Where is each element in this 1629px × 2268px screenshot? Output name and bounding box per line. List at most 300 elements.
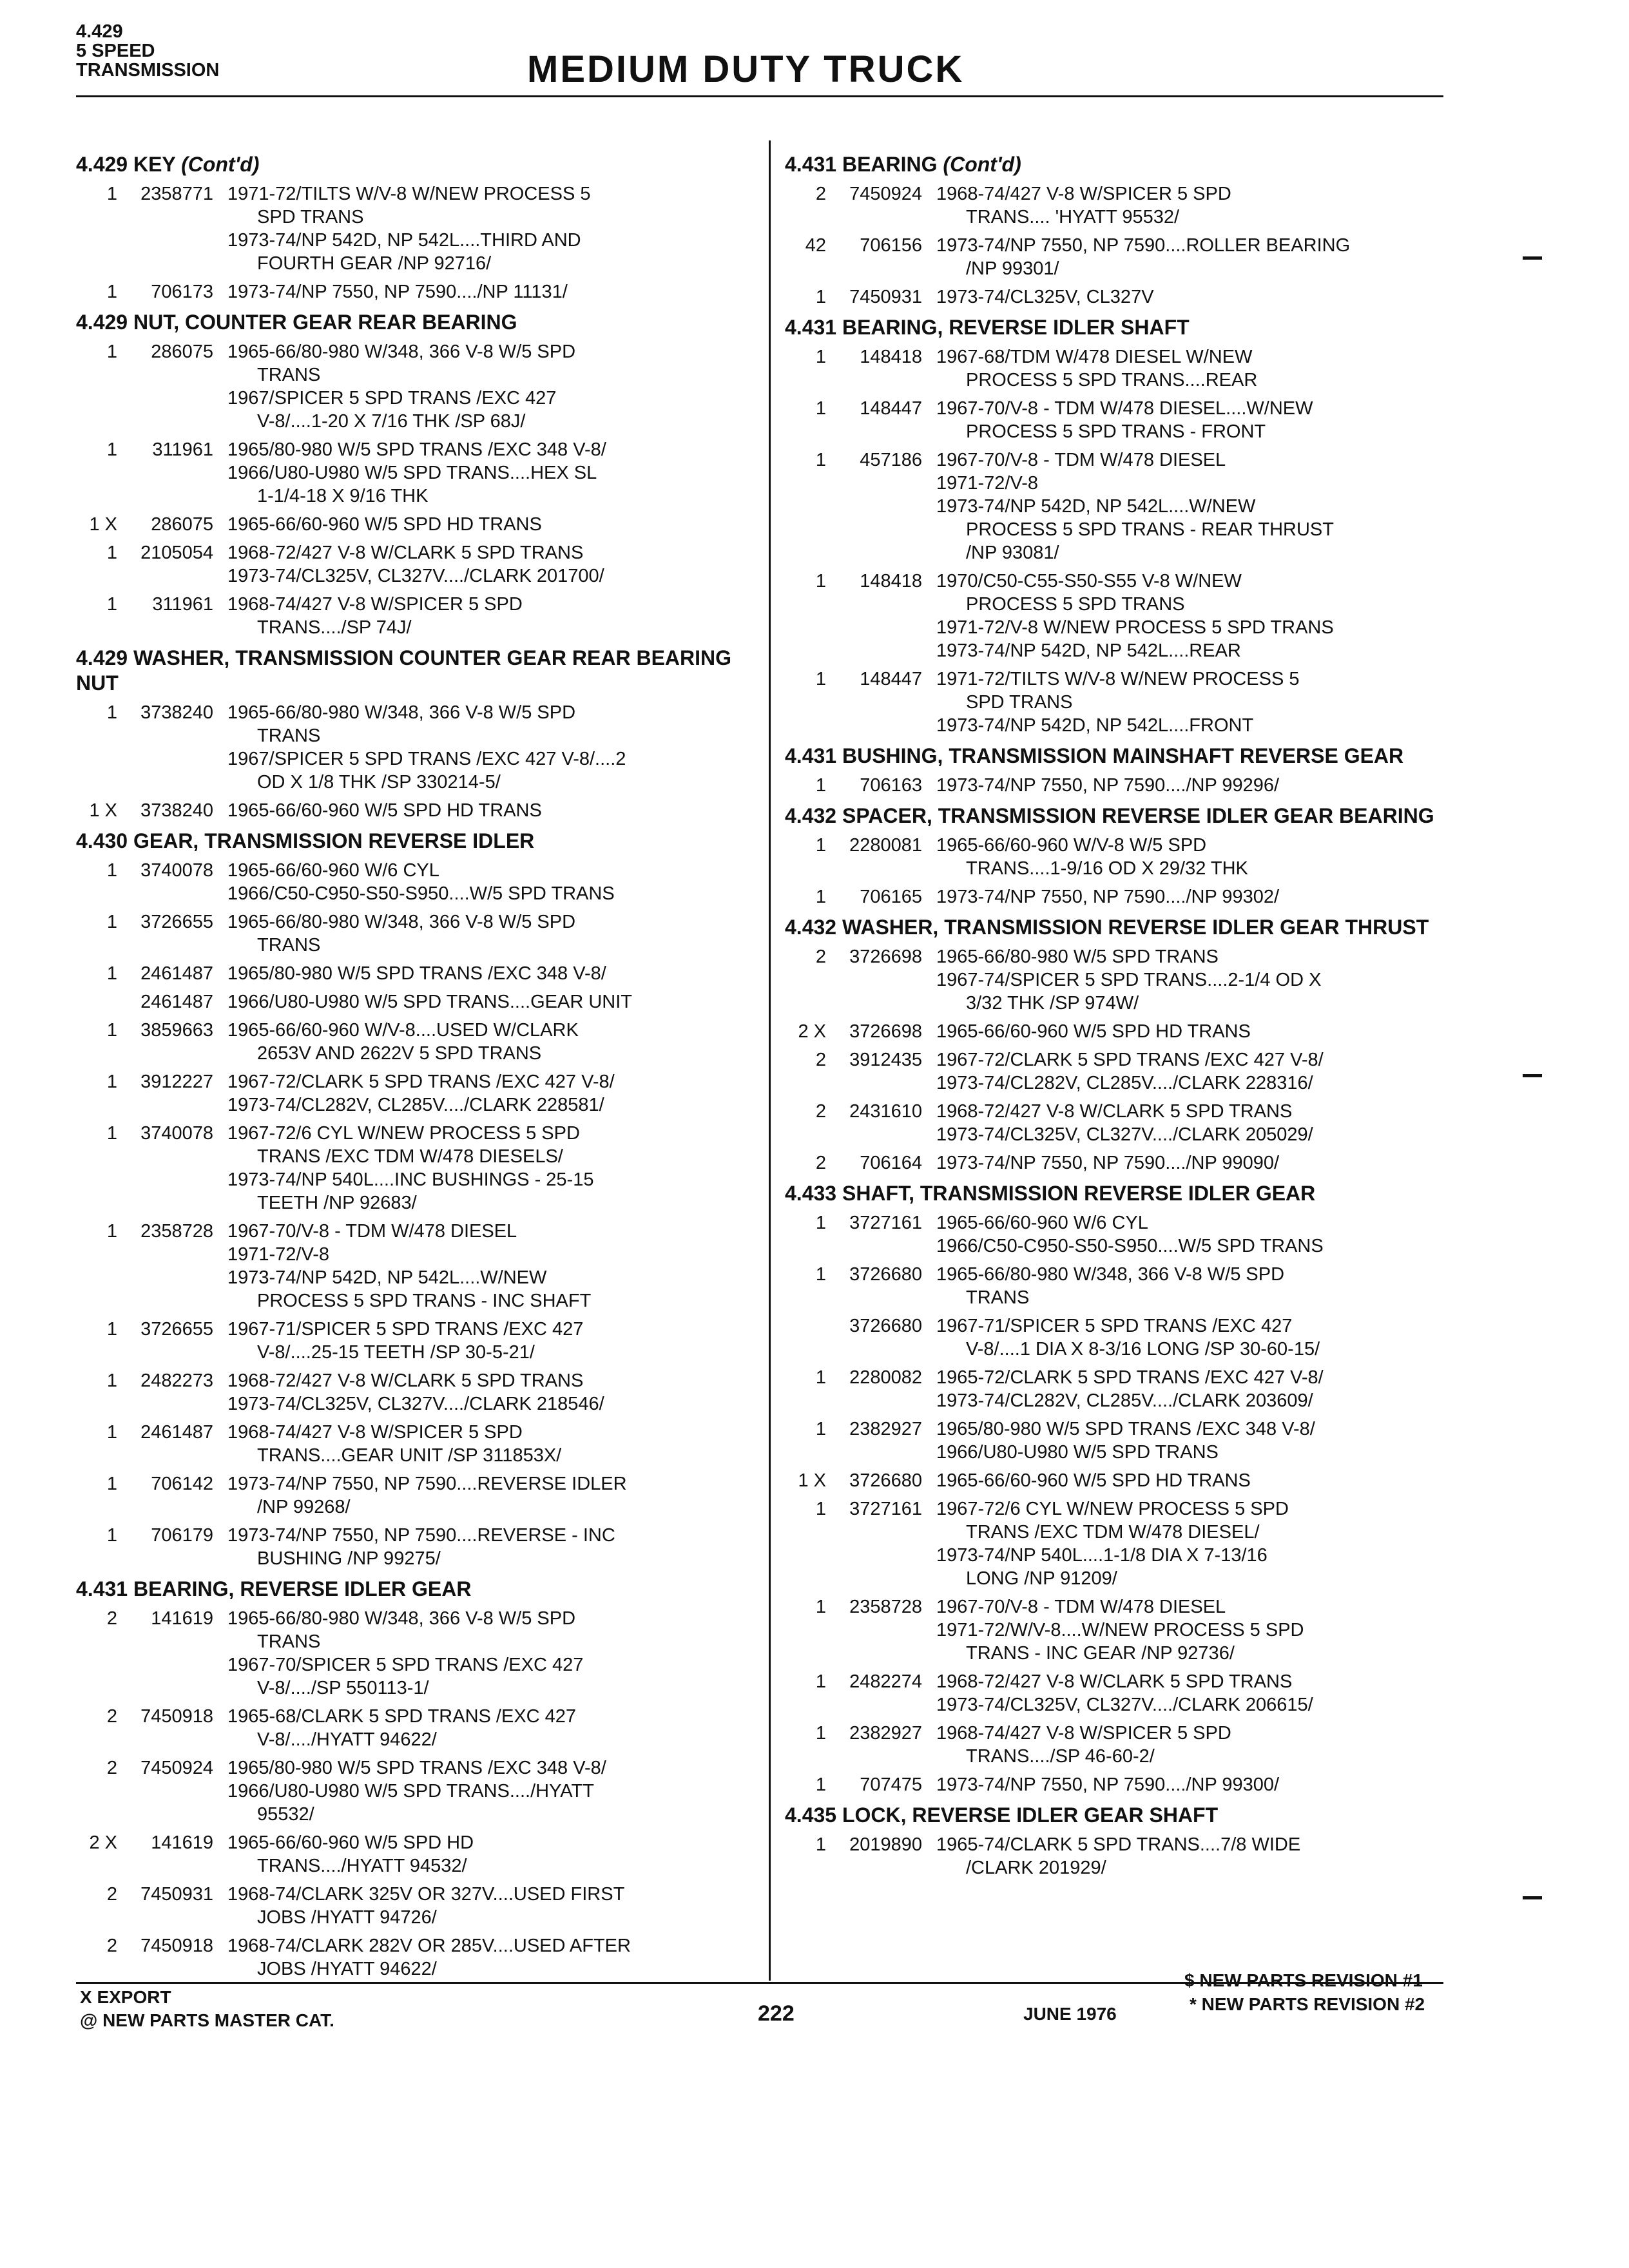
section-heading bbox=[76, 310, 759, 335]
part-entry bbox=[76, 438, 759, 508]
application-line: LONG /NP 91209/ bbox=[966, 1568, 1117, 1589]
part-entry bbox=[76, 182, 759, 275]
catalog-section bbox=[785, 1181, 1455, 1796]
application-line: 1967-68/TDM W/478 DIESEL W/NEW bbox=[936, 347, 1253, 367]
part-quantity: 1 bbox=[815, 398, 826, 419]
part-entry bbox=[76, 1318, 759, 1364]
header-subtitle-line: TRANSMISSION bbox=[76, 60, 220, 81]
part-number: 706179 bbox=[151, 1525, 213, 1546]
part-number: 3727161 bbox=[849, 1499, 922, 1519]
part-entry bbox=[76, 1883, 759, 1929]
application-line: 1973-74/NP 7550, NP 7590....ROLLER BEARING bbox=[936, 235, 1351, 256]
part-entry bbox=[785, 1100, 1455, 1146]
part-application bbox=[936, 1418, 1455, 1464]
part-application bbox=[936, 885, 1455, 908]
part-quantity: 2 bbox=[815, 184, 826, 204]
part-number: 7450924 bbox=[140, 1758, 213, 1778]
application-line: 1967/SPICER 5 SPD TRANS /EXC 427 V-8/....2 bbox=[227, 749, 626, 769]
part-quantity: 1 bbox=[815, 1774, 826, 1795]
section-heading-text: 4.430 GEAR, TRANSMISSION REVERSE IDLER bbox=[76, 829, 535, 852]
part-entry bbox=[76, 1421, 759, 1467]
application-line: V-8/..../SP 550113-1/ bbox=[257, 1678, 429, 1698]
part-quantity: 1 bbox=[106, 1319, 117, 1340]
application-line: 1965-74/CLARK 5 SPD TRANS....7/8 WIDE bbox=[936, 1834, 1301, 1855]
part-application bbox=[227, 990, 759, 1014]
part-application bbox=[227, 1318, 759, 1364]
section-heading bbox=[785, 1803, 1455, 1828]
application-line: 1966/C50-C950-S50-S950....W/5 SPD TRANS bbox=[936, 1236, 1324, 1256]
application-line: 3/32 THK /SP 974W/ bbox=[966, 993, 1139, 1014]
footer-master-note: @ NEW PARTS MASTER CAT. bbox=[80, 2010, 334, 2030]
application-line: TRANS bbox=[257, 1631, 321, 1652]
part-application bbox=[227, 701, 759, 794]
catalog-section bbox=[785, 803, 1455, 908]
part-application bbox=[936, 397, 1455, 443]
part-quantity: 1 bbox=[815, 1671, 826, 1692]
section-heading-text: 4.431 BEARING bbox=[785, 153, 938, 176]
part-number: 457186 bbox=[860, 450, 922, 470]
part-number: 311961 bbox=[152, 594, 213, 615]
section-heading-text: 4.431 BUSHING, TRANSMISSION MAINSHAFT REVERSE GEAR bbox=[785, 744, 1404, 767]
application-line: 1965-68/CLARK 5 SPD TRANS /EXC 427 bbox=[227, 1706, 577, 1727]
application-line: SPD TRANS bbox=[966, 692, 1073, 713]
application-line: 1973-74/CL282V, CL285V..../CLARK 228581/ bbox=[227, 1095, 604, 1115]
part-number: 706142 bbox=[151, 1474, 213, 1494]
application-line: 1965-66/60-960 W/6 CYL bbox=[936, 1213, 1148, 1233]
part-quantity: 1 bbox=[815, 1419, 826, 1439]
part-number: 141619 bbox=[151, 1832, 213, 1853]
part-application bbox=[227, 1705, 759, 1751]
part-entry bbox=[76, 541, 759, 588]
part-entry bbox=[785, 1048, 1455, 1095]
part-entry bbox=[76, 1756, 759, 1826]
part-entry bbox=[76, 701, 759, 794]
application-line: /NP 99268/ bbox=[257, 1497, 351, 1517]
part-entry bbox=[785, 448, 1455, 564]
section-heading-text: 4.432 SPACER, TRANSMISSION REVERSE IDLER GEAR BEARING bbox=[785, 804, 1434, 827]
part-entry bbox=[785, 1833, 1455, 1879]
part-quantity: 1 bbox=[815, 1597, 826, 1617]
part-application bbox=[227, 1070, 759, 1117]
application-line: 1973-74/NP 542D, NP 542L....W/NEW bbox=[936, 496, 1256, 517]
part-number: 3740078 bbox=[140, 1123, 213, 1144]
part-application bbox=[936, 1100, 1455, 1146]
part-application bbox=[936, 1048, 1455, 1095]
application-line: 1-1/4-18 X 9/16 THK bbox=[257, 486, 429, 506]
application-line: 1965-66/80-980 W/348, 366 V-8 W/5 SPD bbox=[227, 702, 576, 723]
part-application bbox=[936, 945, 1455, 1015]
part-application bbox=[227, 1524, 759, 1570]
part-number: 706165 bbox=[860, 887, 922, 907]
part-entry bbox=[785, 345, 1455, 392]
part-application bbox=[936, 1366, 1455, 1412]
part-number: 148447 bbox=[860, 398, 922, 419]
part-entry bbox=[785, 1263, 1455, 1309]
application-line: TRANS bbox=[257, 365, 321, 385]
application-line: TRANS bbox=[257, 726, 321, 746]
application-line: 1973-74/CL325V, CL327V..../CLARK 205029/ bbox=[936, 1124, 1313, 1145]
part-number: 2461487 bbox=[140, 1422, 213, 1443]
section-heading-text: 4.431 BEARING, REVERSE IDLER GEAR bbox=[76, 1577, 472, 1600]
section-heading bbox=[785, 315, 1455, 340]
application-line: 1965/80-980 W/5 SPD TRANS /EXC 348 V-8/ bbox=[227, 963, 606, 984]
part-entry bbox=[76, 1070, 759, 1117]
application-line: 1965-66/60-960 W/V-8....USED W/CLARK bbox=[227, 1020, 579, 1041]
header-divider bbox=[76, 95, 1443, 97]
part-quantity: 1 bbox=[815, 887, 826, 907]
application-line: PROCESS 5 SPD TRANS - FRONT bbox=[966, 421, 1266, 442]
application-line: 1967-70/V-8 - TDM W/478 DIESEL bbox=[936, 1597, 1226, 1617]
part-quantity: 1 bbox=[106, 912, 117, 932]
part-application bbox=[227, 1220, 759, 1312]
part-number: 7450931 bbox=[140, 1884, 213, 1905]
part-entry bbox=[785, 234, 1455, 280]
application-line: 1967-72/6 CYL W/NEW PROCESS 5 SPD bbox=[936, 1499, 1289, 1519]
application-line: 1968-72/427 V-8 W/CLARK 5 SPD TRANS bbox=[227, 1370, 584, 1391]
application-line: 1973-74/NP 7550, NP 7590..../NP 99302/ bbox=[936, 887, 1280, 907]
part-quantity: 2 bbox=[815, 1101, 826, 1122]
application-line: 1971-72/V-8 bbox=[936, 473, 1039, 494]
application-line: 1967-70/V-8 - TDM W/478 DIESEL bbox=[936, 450, 1226, 470]
part-application bbox=[936, 1773, 1455, 1796]
part-quantity: 1 bbox=[106, 184, 117, 204]
part-number: 141619 bbox=[151, 1608, 213, 1629]
application-line: 1965-66/60-960 W/5 SPD HD bbox=[227, 1832, 474, 1853]
part-quantity: 1 bbox=[106, 439, 117, 460]
part-number: 3912227 bbox=[140, 1072, 213, 1092]
application-line: 1973-74/CL282V, CL285V..../CLARK 228316/ bbox=[936, 1073, 1313, 1093]
application-line: OD X 1/8 THK /SP 330214-5/ bbox=[257, 772, 501, 793]
catalog-section bbox=[76, 1577, 759, 1981]
part-quantity: 2 bbox=[815, 947, 826, 967]
part-number: 3738240 bbox=[140, 800, 213, 821]
part-quantity: 1 bbox=[815, 571, 826, 591]
part-number: 148418 bbox=[860, 571, 922, 591]
header-subtitle-line: 5 SPEED bbox=[76, 41, 155, 61]
part-entry bbox=[76, 280, 759, 303]
application-line: TRANS..../SP 74J/ bbox=[257, 617, 412, 638]
part-entry bbox=[785, 1020, 1455, 1043]
application-line: 1968-74/427 V-8 W/SPICER 5 SPD bbox=[227, 1422, 523, 1443]
catalog-section bbox=[76, 646, 759, 822]
part-quantity: 1 bbox=[106, 1020, 117, 1041]
section-heading-text: 4.431 BEARING, REVERSE IDLER SHAFT bbox=[785, 316, 1190, 339]
part-application bbox=[936, 1497, 1455, 1590]
part-application bbox=[227, 1421, 759, 1467]
part-number: 3726680 bbox=[849, 1470, 922, 1491]
application-line: 1971-72/TILTS W/V-8 W/NEW PROCESS 5 bbox=[936, 669, 1300, 689]
part-entry bbox=[76, 910, 759, 957]
part-application bbox=[936, 834, 1455, 880]
part-application bbox=[936, 1020, 1455, 1043]
part-entry bbox=[76, 1122, 759, 1215]
part-application bbox=[936, 345, 1455, 392]
part-application bbox=[227, 541, 759, 588]
application-line: 1967-74/SPICER 5 SPD TRANS....2-1/4 OD X bbox=[936, 970, 1322, 990]
application-line: /NP 93081/ bbox=[966, 543, 1059, 563]
part-entry bbox=[76, 962, 759, 985]
part-number: 2358728 bbox=[849, 1597, 922, 1617]
continued-label: (Cont'd) bbox=[181, 153, 260, 176]
part-quantity: 1 X bbox=[89, 514, 117, 535]
part-entry bbox=[785, 570, 1455, 662]
part-number: 707475 bbox=[860, 1774, 922, 1795]
application-line: 1968-74/427 V-8 W/SPICER 5 SPD bbox=[227, 594, 523, 615]
catalog-section bbox=[785, 915, 1455, 1175]
part-quantity: 1 bbox=[106, 282, 117, 302]
part-quantity: 1 bbox=[815, 1723, 826, 1744]
application-line: 1967-72/CLARK 5 SPD TRANS /EXC 427 V-8/ bbox=[936, 1050, 1324, 1070]
part-entry bbox=[76, 1831, 759, 1878]
application-line: 1965-66/80-980 W/5 SPD TRANS bbox=[936, 947, 1219, 967]
part-application bbox=[936, 1670, 1455, 1716]
part-application bbox=[227, 340, 759, 433]
application-line: 1965-66/80-980 W/348, 366 V-8 W/5 SPD bbox=[227, 912, 576, 932]
application-line: 1967-71/SPICER 5 SPD TRANS /EXC 427 bbox=[936, 1316, 1293, 1336]
part-number: 2358728 bbox=[140, 1221, 213, 1242]
application-line: JOBS /HYATT 94726/ bbox=[257, 1907, 437, 1928]
part-number: 3726680 bbox=[849, 1264, 922, 1285]
part-number: 3726680 bbox=[849, 1316, 922, 1336]
part-entry bbox=[76, 990, 759, 1014]
part-entry bbox=[76, 799, 759, 822]
part-quantity: 1 bbox=[106, 1072, 117, 1092]
part-number: 311961 bbox=[152, 439, 213, 460]
application-line: 1973-74/CL325V, CL327V..../CLARK 218546/ bbox=[227, 1394, 604, 1414]
part-entry bbox=[76, 1019, 759, 1065]
part-quantity: 2 X bbox=[798, 1021, 826, 1042]
application-line: 1968-72/427 V-8 W/CLARK 5 SPD TRANS bbox=[936, 1101, 1293, 1122]
application-line: 1965-66/80-980 W/348, 366 V-8 W/5 SPD bbox=[936, 1264, 1285, 1285]
section-heading bbox=[785, 915, 1455, 940]
continued-label: (Cont'd) bbox=[943, 153, 1021, 176]
part-entry bbox=[76, 1369, 759, 1416]
application-line: 1965-66/80-980 W/348, 366 V-8 W/5 SPD bbox=[227, 1608, 576, 1629]
application-line: /CLARK 201929/ bbox=[966, 1858, 1106, 1878]
part-entry bbox=[76, 593, 759, 639]
part-number: 7450924 bbox=[849, 184, 922, 204]
application-line: 1973-74/NP 7550, NP 7590..../NP 99296/ bbox=[936, 775, 1280, 796]
part-quantity: 2 bbox=[106, 1758, 117, 1778]
column-divider bbox=[769, 140, 771, 1981]
part-number: 286075 bbox=[151, 514, 213, 535]
part-number: 3912435 bbox=[849, 1050, 922, 1070]
part-application bbox=[227, 1019, 759, 1065]
part-entry bbox=[76, 340, 759, 433]
part-quantity: 1 bbox=[106, 1370, 117, 1391]
part-application bbox=[936, 182, 1455, 229]
part-application bbox=[227, 593, 759, 639]
part-number: 148447 bbox=[860, 669, 922, 689]
part-entry bbox=[76, 1472, 759, 1519]
application-line: /NP 99301/ bbox=[966, 258, 1059, 279]
right-column bbox=[785, 146, 1455, 1879]
part-entry bbox=[785, 182, 1455, 229]
application-line: 1965-66/60-960 W/5 SPD HD TRANS bbox=[936, 1470, 1251, 1491]
part-number: 706156 bbox=[860, 235, 922, 256]
application-line: JOBS /HYATT 94622/ bbox=[257, 1959, 437, 1979]
application-line: 1966/U80-U980 W/5 SPD TRANS bbox=[936, 1442, 1219, 1463]
part-quantity bbox=[76, 990, 121, 1014]
section-heading bbox=[76, 152, 759, 177]
part-entry bbox=[76, 1934, 759, 1981]
application-line: PROCESS 5 SPD TRANS - INC SHAFT bbox=[257, 1291, 592, 1311]
part-entry bbox=[76, 513, 759, 536]
section-heading bbox=[785, 803, 1455, 829]
part-number: 2280082 bbox=[849, 1367, 922, 1388]
application-line: 1973-74/NP 7550, NP 7590..../NP 99090/ bbox=[936, 1153, 1280, 1173]
part-entry bbox=[785, 1151, 1455, 1175]
header-section-number: 4.429 bbox=[76, 21, 123, 42]
part-quantity: 1 X bbox=[89, 800, 117, 821]
part-number: 7450931 bbox=[849, 287, 922, 307]
part-application bbox=[227, 280, 759, 303]
part-quantity: 42 bbox=[805, 235, 826, 256]
part-number: 706164 bbox=[860, 1153, 922, 1173]
part-number: 706163 bbox=[860, 775, 922, 796]
application-line: SPD TRANS bbox=[257, 207, 364, 227]
application-line: 1973-74/NP 540L....1-1/8 DIA X 7-13/16 bbox=[936, 1545, 1268, 1566]
application-line: 1971-72/V-8 bbox=[227, 1244, 330, 1265]
part-application bbox=[227, 1934, 759, 1981]
application-line: 1973-74/CL325V, CL327V..../CLARK 206615/ bbox=[936, 1695, 1313, 1715]
part-entry bbox=[785, 668, 1455, 737]
application-line: 1967-70/V-8 - TDM W/478 DIESEL....W/NEW bbox=[936, 398, 1313, 419]
section-heading bbox=[785, 1181, 1455, 1206]
part-number: 3727161 bbox=[849, 1213, 922, 1233]
part-application bbox=[936, 285, 1455, 309]
part-application bbox=[936, 1211, 1455, 1258]
application-line: 1965-66/60-960 W/6 CYL bbox=[227, 860, 439, 881]
application-line: 1965-66/60-960 W/5 SPD HD TRANS bbox=[227, 800, 542, 821]
part-application bbox=[227, 1756, 759, 1826]
part-quantity: 1 bbox=[106, 543, 117, 563]
part-quantity: 1 bbox=[815, 347, 826, 367]
part-application bbox=[936, 1151, 1455, 1175]
part-application bbox=[227, 962, 759, 985]
part-quantity: 2 X bbox=[89, 1832, 117, 1853]
part-application bbox=[227, 1607, 759, 1700]
application-line: 1973-74/NP 7550, NP 7590..../NP 99300/ bbox=[936, 1774, 1280, 1795]
margin-tick-mark bbox=[1523, 1896, 1542, 1899]
application-line: BUSHING /NP 99275/ bbox=[257, 1548, 441, 1569]
part-application bbox=[936, 774, 1455, 797]
part-quantity: 1 bbox=[815, 1499, 826, 1519]
application-line: V-8/..../HYATT 94622/ bbox=[257, 1729, 437, 1750]
part-number: 2431610 bbox=[849, 1101, 922, 1122]
application-line: 1967-72/CLARK 5 SPD TRANS /EXC 427 V-8/ bbox=[227, 1072, 615, 1092]
application-line: TRANS....1-9/16 OD X 29/32 THK bbox=[966, 858, 1248, 879]
part-application bbox=[936, 448, 1455, 564]
application-line: 1970/C50-C55-S50-S55 V-8 W/NEW bbox=[936, 571, 1242, 591]
part-entry bbox=[785, 885, 1455, 908]
header-section-label bbox=[76, 22, 219, 80]
part-number: 3726655 bbox=[140, 1319, 213, 1340]
part-entry bbox=[785, 1418, 1455, 1464]
section-heading-text: 4.429 NUT, COUNTER GEAR REAR BEARING bbox=[76, 311, 517, 334]
application-line: 1967-70/SPICER 5 SPD TRANS /EXC 427 bbox=[227, 1655, 584, 1675]
section-heading bbox=[76, 829, 759, 854]
part-application bbox=[227, 513, 759, 536]
application-line: 1973-74/NP 7550, NP 7590....REVERSE IDLER bbox=[227, 1474, 627, 1494]
part-entry bbox=[785, 1497, 1455, 1590]
part-number: 3738240 bbox=[140, 702, 213, 723]
part-entry bbox=[785, 1722, 1455, 1768]
application-line: TRANS bbox=[966, 1287, 1030, 1308]
section-heading bbox=[785, 744, 1455, 769]
application-line: 1973-74/CL282V, CL285V..../CLARK 203609/ bbox=[936, 1390, 1313, 1411]
application-line: TRANS /EXC TDM W/478 DIESEL/ bbox=[966, 1522, 1260, 1542]
catalog-section bbox=[76, 829, 759, 1570]
part-entry bbox=[76, 1524, 759, 1570]
application-line: 1973-74/CL325V, CL327V..../CLARK 201700/ bbox=[227, 566, 604, 586]
section-heading-text: 4.433 SHAFT, TRANSMISSION REVERSE IDLER GEAR bbox=[785, 1182, 1316, 1205]
part-application bbox=[227, 1369, 759, 1416]
application-line: 1971-72/TILTS W/V-8 W/NEW PROCESS 5 bbox=[227, 184, 591, 204]
part-entry bbox=[76, 859, 759, 905]
part-number: 7450918 bbox=[140, 1936, 213, 1956]
part-entry bbox=[785, 945, 1455, 1015]
part-application bbox=[936, 1263, 1455, 1309]
part-application bbox=[227, 182, 759, 275]
part-application bbox=[936, 1722, 1455, 1768]
part-entry bbox=[785, 285, 1455, 309]
left-column bbox=[76, 146, 759, 1981]
application-line: 1965/80-980 W/5 SPD TRANS /EXC 348 V-8/ bbox=[227, 439, 606, 460]
part-application bbox=[936, 1595, 1455, 1665]
part-number: 2382927 bbox=[849, 1419, 922, 1439]
part-entry bbox=[785, 1773, 1455, 1796]
footer-revision-2: * NEW PARTS REVISION #2 bbox=[1190, 1994, 1425, 2014]
catalog-section bbox=[785, 315, 1455, 737]
part-entry bbox=[785, 834, 1455, 880]
application-line: TRANS bbox=[257, 935, 321, 956]
part-entry bbox=[785, 1366, 1455, 1412]
application-line: FOURTH GEAR /NP 92716/ bbox=[257, 253, 492, 274]
part-number: 148418 bbox=[860, 347, 922, 367]
part-application bbox=[936, 1469, 1455, 1492]
part-quantity: 1 bbox=[106, 1474, 117, 1494]
application-line: 1971-72/W/V-8....W/NEW PROCESS 5 SPD bbox=[936, 1620, 1304, 1640]
application-line: 1973-74/NP 542D, NP 542L....THIRD AND bbox=[227, 230, 581, 251]
application-line: 1965-72/CLARK 5 SPD TRANS /EXC 427 V-8/ bbox=[936, 1367, 1324, 1388]
part-application bbox=[936, 570, 1455, 662]
part-number: 3726698 bbox=[849, 947, 922, 967]
application-line: 1973-74/NP 542D, NP 542L....REAR bbox=[936, 640, 1241, 661]
application-line: 2653V AND 2622V 5 SPD TRANS bbox=[257, 1043, 542, 1064]
part-quantity: 1 bbox=[106, 1525, 117, 1546]
part-number: 286075 bbox=[151, 341, 213, 362]
part-entry bbox=[785, 774, 1455, 797]
application-line: 1965/80-980 W/5 SPD TRANS /EXC 348 V-8/ bbox=[936, 1419, 1315, 1439]
application-line: TRANS.... 'HYATT 95532/ bbox=[966, 207, 1180, 227]
application-line: 1973-74/NP 7550, NP 7590....REVERSE - INC bbox=[227, 1525, 615, 1546]
footer-revision-1: $ NEW PARTS REVISION #1 bbox=[1184, 1970, 1423, 1990]
part-entry bbox=[76, 1705, 759, 1751]
part-number: 2358771 bbox=[140, 184, 213, 204]
application-line: TRANS..../SP 46-60-2/ bbox=[966, 1746, 1155, 1767]
application-line: 1968-74/CLARK 325V OR 327V....USED FIRST bbox=[227, 1884, 625, 1905]
application-line: TRANS /EXC TDM W/478 DIESELS/ bbox=[257, 1146, 563, 1167]
application-line: 1967/SPICER 5 SPD TRANS /EXC 427 bbox=[227, 388, 557, 408]
part-application bbox=[227, 1831, 759, 1878]
part-application bbox=[227, 438, 759, 508]
part-number: 2280081 bbox=[849, 835, 922, 856]
part-number: 2105054 bbox=[140, 543, 213, 563]
part-application bbox=[227, 910, 759, 957]
part-entry bbox=[785, 1314, 1455, 1361]
catalog-section bbox=[785, 152, 1455, 309]
